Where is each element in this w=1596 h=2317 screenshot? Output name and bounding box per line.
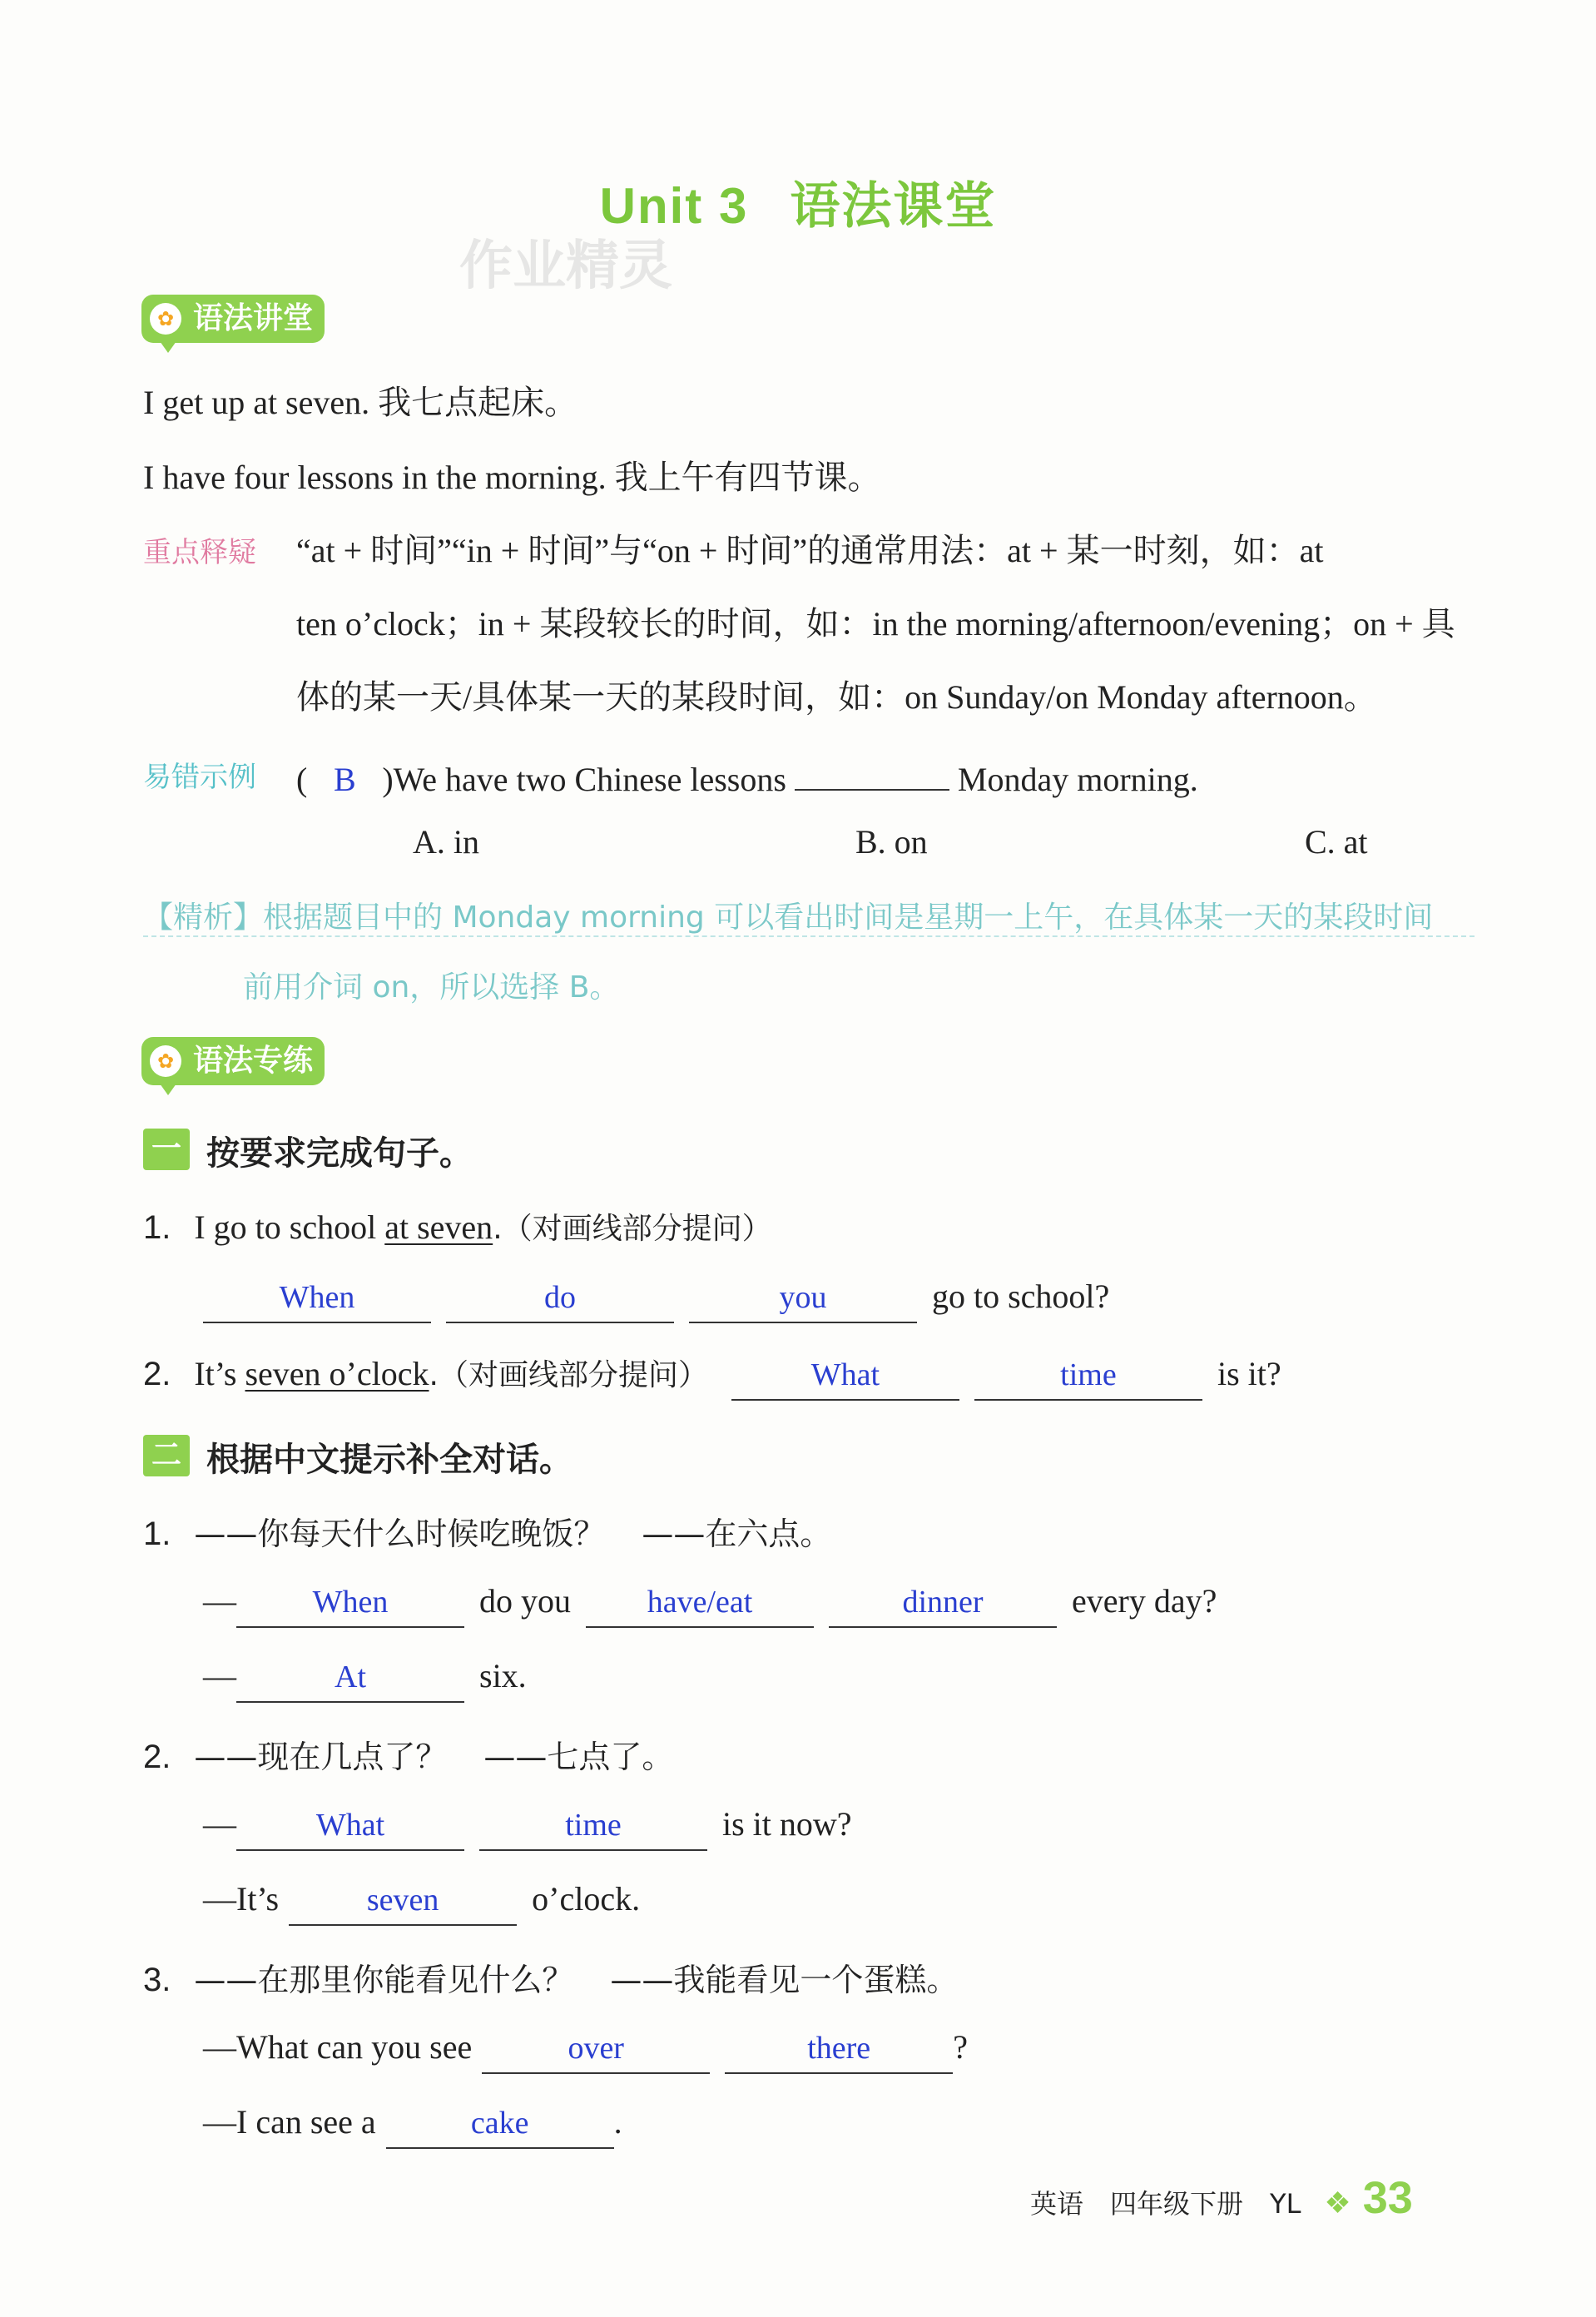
analysis-line-2: 前用介词 on，所以选择 B。 — [243, 970, 620, 1005]
diamond-icon: ❖ — [1324, 2186, 1351, 2220]
option-b: B. on — [855, 823, 928, 861]
error-example-question: ( B )We have two Chinese lessons Monday morning. — [296, 747, 1198, 799]
answer-blank: At — [236, 1660, 464, 1703]
key-points-label: 重点释疑 — [143, 536, 256, 569]
answer-blank: When — [203, 1280, 431, 1323]
answer-blank: time — [974, 1357, 1202, 1401]
part2-question-1: 1. ——你每天什么时候吃晚饭？ ——在六点。 — [143, 1516, 832, 1552]
answer-blank: time — [479, 1808, 707, 1851]
page-number: 33 — [1362, 2173, 1413, 2223]
part2-question-3: 3. ——在那里你能看见什么？ ——我能看见一个蛋糕。 — [143, 1962, 959, 1998]
key-point-line-3: 体的某一天/具体某一天的某段时间，如：on Sunday/on Monday afternoon。 — [296, 678, 1377, 716]
answer-blank: have/eat — [586, 1585, 814, 1628]
part-title-1: 按要求完成句子。 — [206, 1134, 473, 1173]
option-a: A. in — [413, 823, 479, 861]
lightbulb-icon: ✿ — [150, 303, 181, 335]
answer-blank: What — [731, 1357, 959, 1401]
divider — [143, 935, 1475, 937]
blank — [795, 747, 949, 791]
part2-question-2: 2. ——现在几点了？ ——七点了。 — [143, 1739, 674, 1775]
underlined-phrase: seven o’clock — [245, 1355, 429, 1392]
part2-q2-line-1: — What time is it now? — [203, 1804, 852, 1851]
part1-question-1: 1. I go to school at seven.（对画线部分提问） — [143, 1208, 772, 1246]
part-number-1: 一 — [143, 1129, 190, 1170]
analysis-line-1: 【精析】根据题目中的 Monday morning 可以看出时间是星期一上午，在具体某一天的某段时间 — [143, 901, 1434, 935]
lightbulb-icon: ✿ — [150, 1045, 181, 1077]
answer-blank: you — [689, 1280, 917, 1323]
example-sentence-1: I get up at seven. 我七点起床。 — [143, 384, 578, 421]
answer-blank: there — [725, 2031, 953, 2074]
part-title-2: 根据中文提示补全对话。 — [206, 1441, 572, 1479]
part2-q2-line-2: —It’s seven o’clock. — [203, 1879, 640, 1926]
part1-question-2: 2. It’s seven o’clock.（对画线部分提问） What time is it? — [143, 1352, 1281, 1401]
answer-blank: over — [482, 2031, 710, 2074]
watermark: 作业精灵 — [459, 236, 672, 297]
answer-blank: cake — [386, 2106, 614, 2149]
topic-label: 语法课堂 — [790, 178, 997, 234]
answer-blank: do — [446, 1280, 674, 1323]
footer — [1030, 2172, 1413, 2224]
key-point-line-1: “at + 时间”“in + 时间”与“on + 时间”的通常用法：at + 某一时刻，如：at — [296, 532, 1324, 569]
answer-blank: seven — [289, 1883, 517, 1926]
section-tag-grammar-lecture: ✿ 语法讲堂 — [141, 295, 325, 343]
part2-q1-line-1: — When do you have/eat dinner every day? — [203, 1581, 1217, 1628]
section-tag-grammar-practice: ✿ 语法专练 — [141, 1037, 325, 1085]
error-example-label: 易错示例 — [143, 761, 256, 794]
example-sentence-2: I have four lessons in the morning. 我上午有四节课。 — [143, 459, 881, 496]
key-point-line-2: ten o’clock；in + 某段较长的时间，如：in the morning/afternoon/evening；on + 具 — [296, 605, 1455, 643]
part1-answer-row-1: When do you go to school? — [203, 1277, 1109, 1323]
answer-blank: What — [236, 1808, 464, 1851]
error-answer: B — [333, 761, 356, 798]
footer-grade: 四年级下册 — [1110, 2188, 1244, 2220]
footer-edition: YL — [1270, 2188, 1301, 2220]
unit-label: Unit 3 — [599, 178, 749, 234]
part2-q3-line-2: —I can see a cake . — [203, 2102, 622, 2149]
part2-q1-line-2: — At six. — [203, 1656, 527, 1703]
option-c: C. at — [1305, 823, 1368, 861]
page-title — [0, 166, 1596, 238]
answer-blank: When — [236, 1585, 464, 1628]
part2-q3-line-1: —What can you see over there ? — [203, 2027, 968, 2074]
footer-subject: 英语 — [1030, 2188, 1084, 2220]
part-number-2: 二 — [143, 1435, 190, 1476]
answer-blank: dinner — [829, 1585, 1057, 1628]
underlined-phrase: at seven — [384, 1208, 493, 1246]
